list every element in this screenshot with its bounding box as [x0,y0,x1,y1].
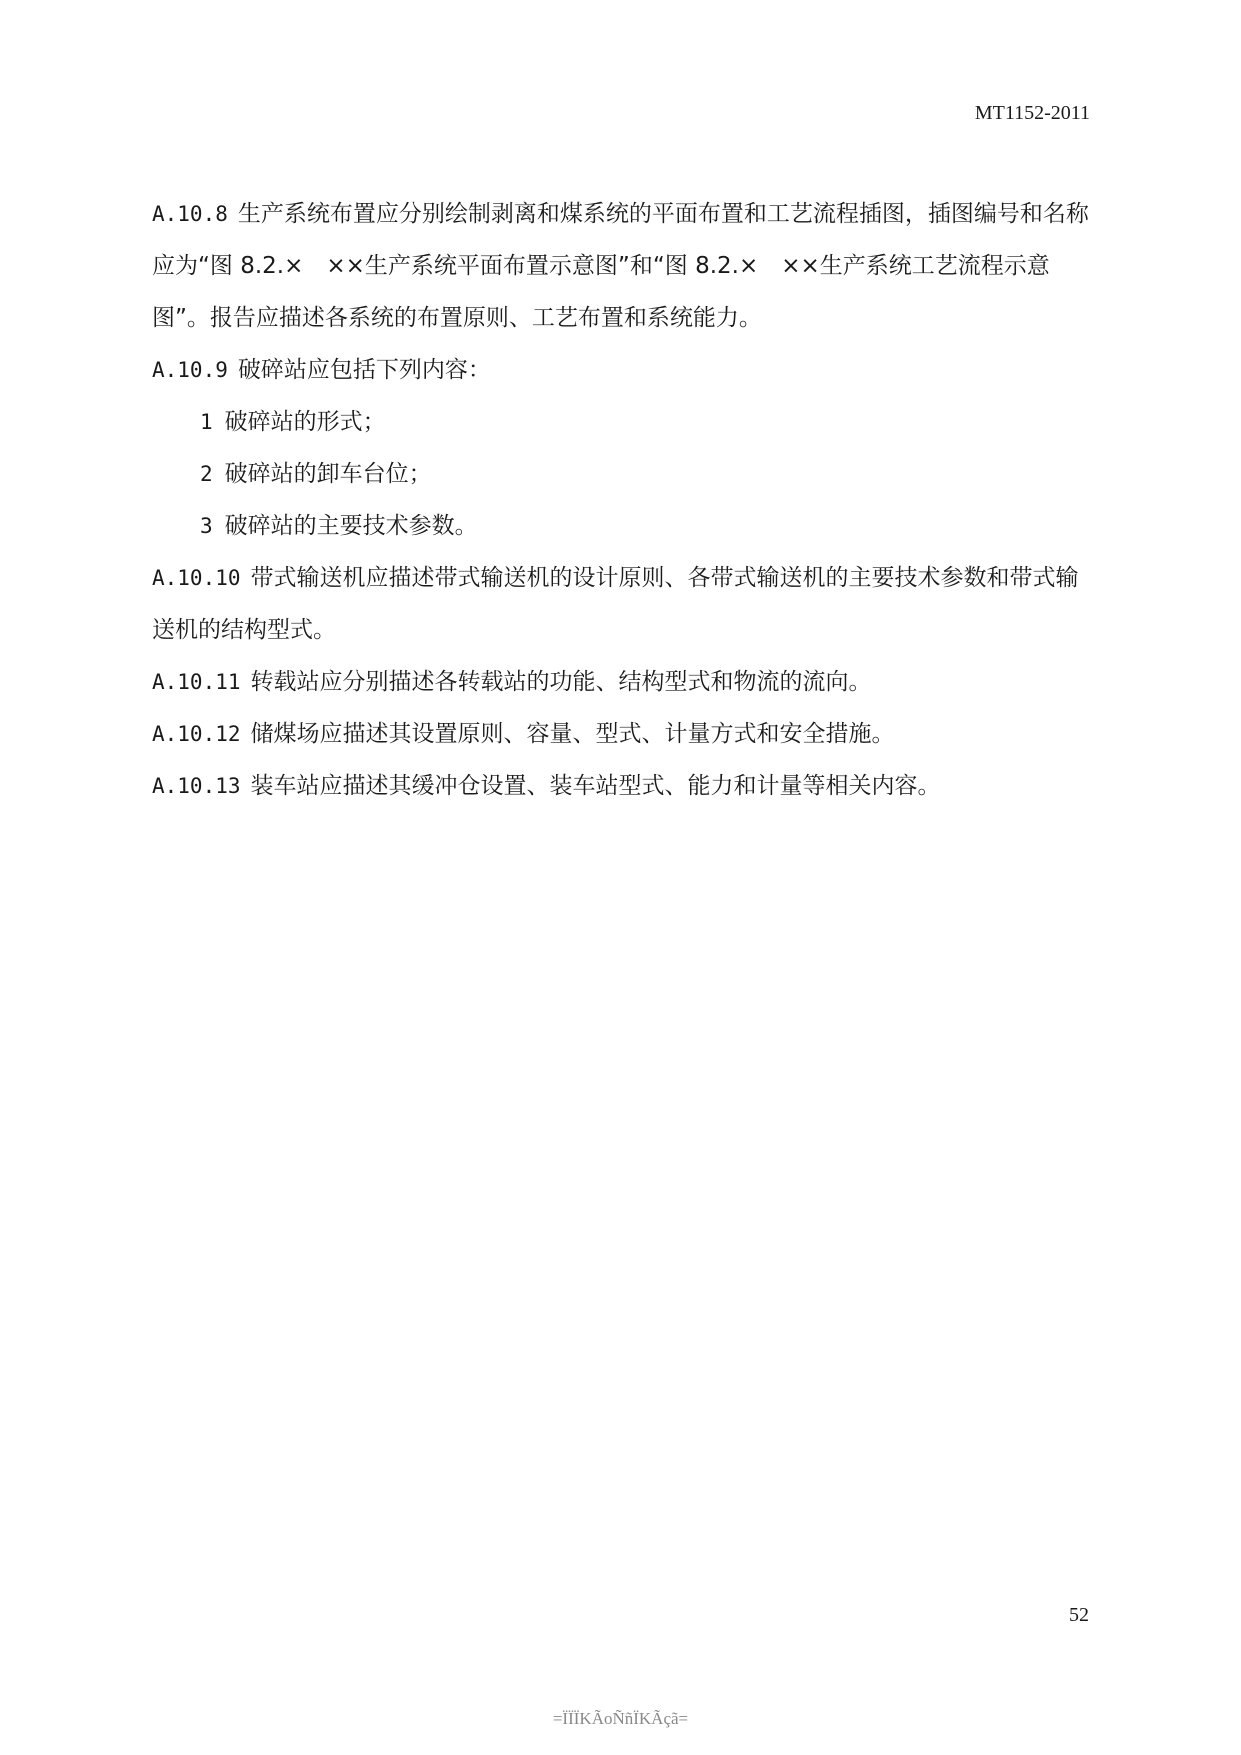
document-body [152,188,1092,812]
list-item-text: 破碎站的卸车台位； [224,461,432,487]
section-a-10-10 [152,552,1092,656]
section-number: A.10.9 [152,358,228,382]
section-text: 转载站应分别描述各转载站的功能、结构型式和物流的流向。 [250,669,872,695]
list-item [152,448,1092,500]
list-item [152,500,1092,552]
section-number: A.10.8 [152,202,228,226]
section-text: 破碎站应包括下列内容： [237,357,491,383]
section-a-10-12 [152,708,1092,760]
list-item [152,396,1092,448]
standard-number: MT1152-2011 [974,102,1090,124]
page-number: 52 [1069,1604,1089,1626]
section-text: 生产系统布置应分别绘制剥离和煤系统的平面布置和工艺流程插图，插图编号和名称应为“图 8.2.× ××生产系统平面布置示意图”和“图 8.2.× ××生产系统工艺流程示意图”。报告应描述各系统的布置原则、工艺布置和系统能力。 [152,201,1089,331]
list-item-number: 1 [200,410,213,434]
section-number: A.10.11 [152,670,241,694]
section-number: A.10.13 [152,774,241,798]
list-item-text: 破碎站的主要技术参数。 [224,513,478,539]
section-a-10-11 [152,656,1092,708]
list-item-text: 破碎站的形式； [224,409,386,435]
section-number: A.10.10 [152,566,241,590]
section-a-10-13 [152,760,1092,812]
section-text: 带式输送机应描述带式输送机的设计原则、各带式输送机的主要技术参数和带式输送机的结构型式。 [152,565,1079,643]
section-a-10-8 [152,188,1092,344]
section-text: 装车站应描述其缓冲仓设置、装车站型式、能力和计量等相关内容。 [250,773,941,799]
list-item-number: 2 [200,462,213,486]
footer-watermark: =ÏÏÏKÃoÑñÏKÃçã= [552,1709,689,1728]
list-item-number: 3 [200,514,213,538]
section-text: 储煤场应描述其设置原则、容量、型式、计量方式和安全措施。 [250,721,895,747]
section-a-10-9 [152,344,1092,396]
section-number: A.10.12 [152,722,241,746]
